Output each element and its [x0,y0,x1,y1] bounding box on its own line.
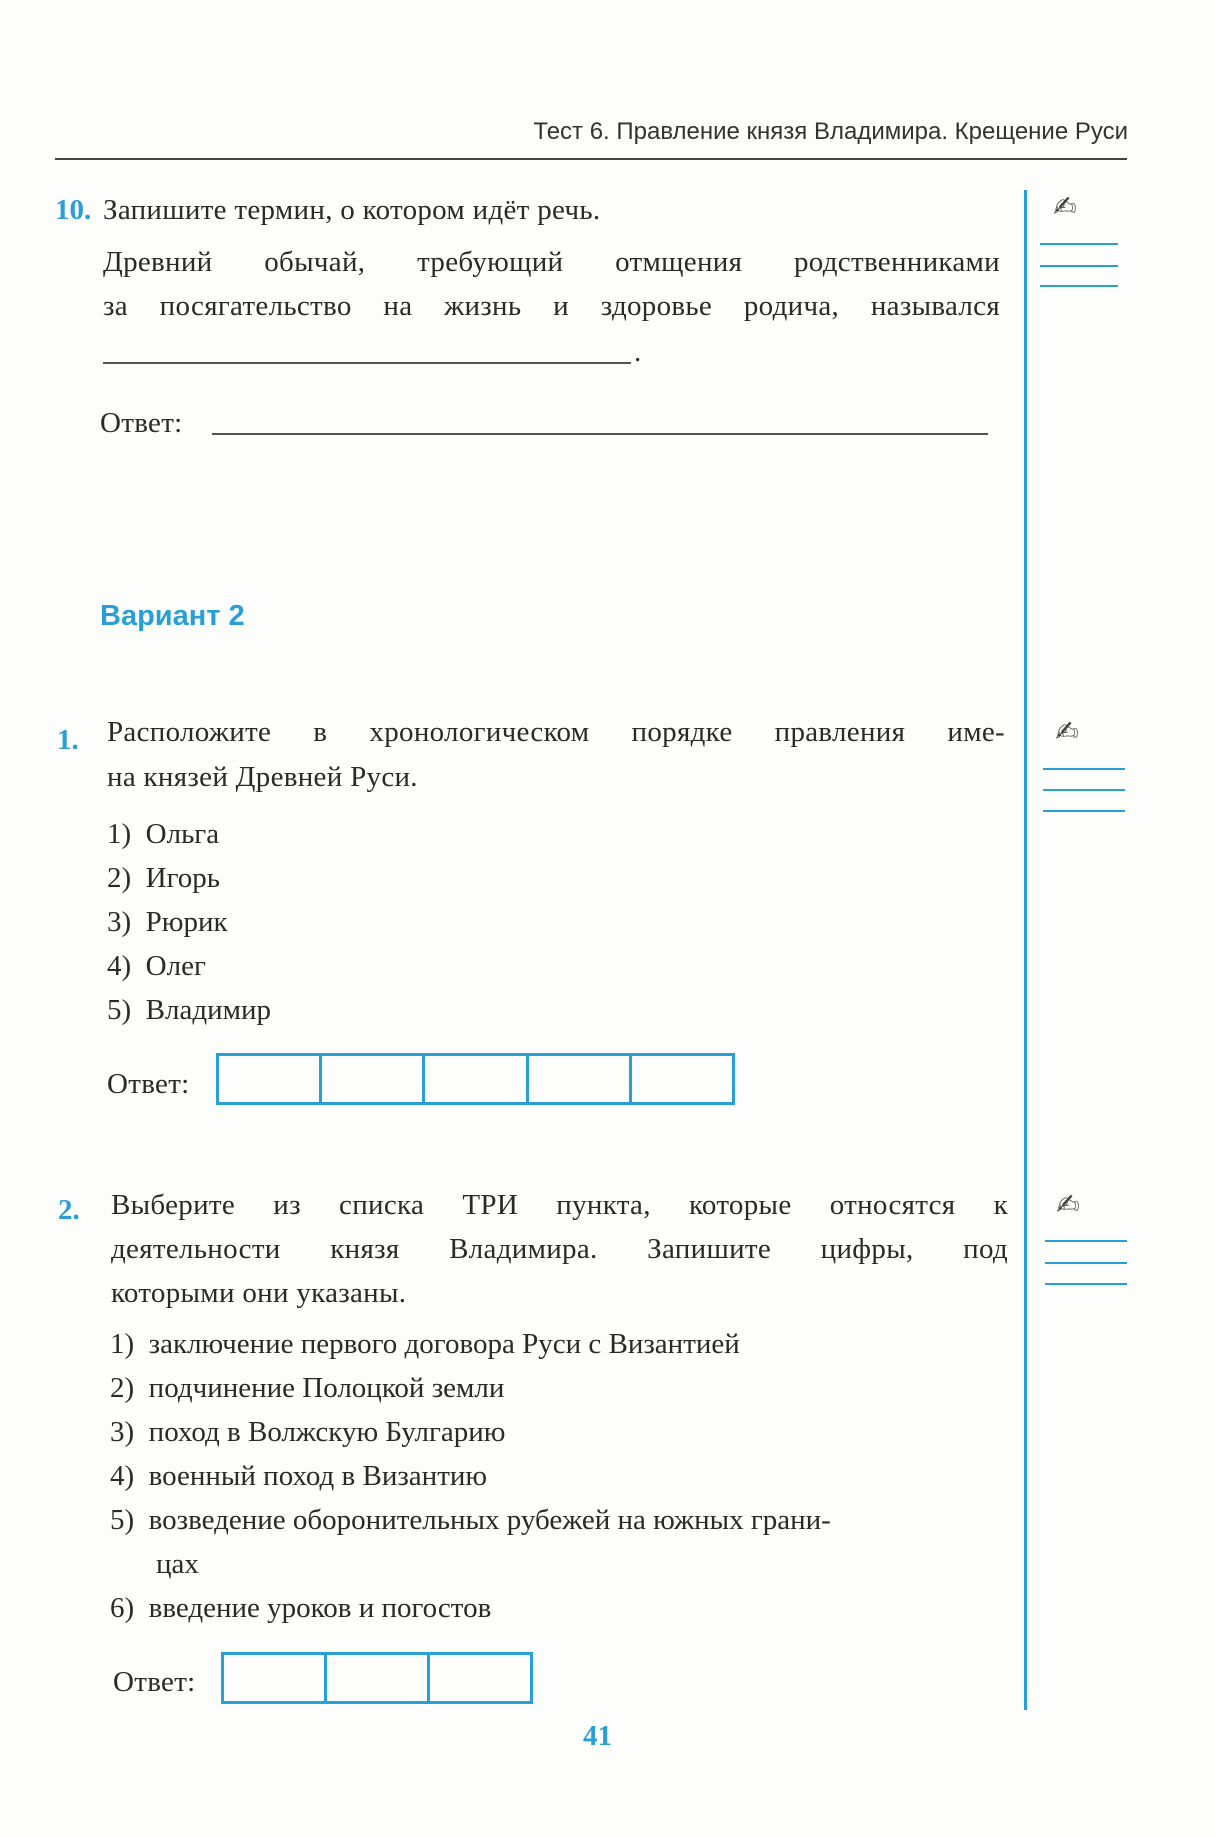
variant-title: Вариант 2 [100,600,245,632]
pen-icon: ✍ [1055,715,1079,748]
answer-cell[interactable] [322,1056,425,1102]
answer-cell[interactable] [327,1655,430,1701]
task-prompt: Выберите из списка ТРИ пункта, которые относятся к [111,1189,1008,1221]
answer-cell[interactable] [425,1056,528,1102]
margin-line [1040,243,1118,245]
list-item: 4) Олег [107,950,206,982]
answer-cell[interactable] [632,1056,732,1102]
margin-line [1045,1240,1127,1242]
list-item: 2) подчинение Полоцкой земли [110,1372,505,1404]
answer-label: Ответ: [100,407,183,439]
list-item: 5) Владимир [107,994,272,1026]
list-item: 1) Ольга [107,818,220,850]
margin-rule [1024,190,1027,1710]
task-number: 1. [57,724,79,756]
task-number: 10. [55,194,92,226]
list-item: 3) Рюрик [107,906,228,938]
pen-icon: ✍ [1056,1188,1080,1221]
pen-icon: ✍ [1053,190,1077,223]
task-text-line: Древний обычай, требующий отмщения родственниками [103,246,1000,278]
list-item: 4) военный поход в Византию [110,1460,488,1492]
margin-line [1043,768,1125,770]
running-title: Тест 6. Правление князя Владимира. Крещение Руси [533,118,1128,145]
page-number: 41 [583,1720,612,1752]
answer-cell[interactable] [529,1056,632,1102]
margin-line [1040,265,1118,267]
answer-cell[interactable] [224,1655,327,1701]
answer-cell[interactable] [430,1655,530,1701]
answer-label: Ответ: [113,1666,196,1698]
margin-line [1040,285,1118,287]
margin-line [1043,789,1125,791]
margin-line [1045,1283,1127,1285]
task-text-line: за посягательство на жизнь и здоровье родича, назывался [103,290,1000,322]
task-prompt: на князей Древней Руси. [107,761,418,793]
answer-line[interactable] [212,433,988,435]
list-item: цах [156,1548,199,1580]
header-rule [55,158,1127,160]
blank-line[interactable] [103,362,631,364]
list-item: 5) возведение оборонительных рубежей на южных грани- [110,1504,831,1536]
answer-grid [216,1053,735,1105]
answer-label: Ответ: [107,1068,190,1100]
list-item: 3) поход в Волжскую Булгарию [110,1416,506,1448]
list-item: 1) заключение первого договора Руси с Византией [110,1328,740,1360]
margin-line [1045,1262,1127,1264]
task-prompt: деятельности князя Владимира. Запишите цифры, под [111,1233,1008,1265]
answer-grid [221,1652,533,1704]
list-item: 6) введение уроков и погостов [110,1592,492,1624]
sentence-end: . [634,336,642,368]
task-prompt: Расположите в хронологическом порядке правления име- [107,716,1005,748]
list-item: 2) Игорь [107,862,221,894]
margin-line [1043,810,1125,812]
task-number: 2. [58,1194,80,1226]
task-prompt: Запишите термин, о котором идёт речь. [103,194,601,226]
answer-cell[interactable] [219,1056,322,1102]
task-prompt: которыми они указаны. [111,1277,407,1309]
